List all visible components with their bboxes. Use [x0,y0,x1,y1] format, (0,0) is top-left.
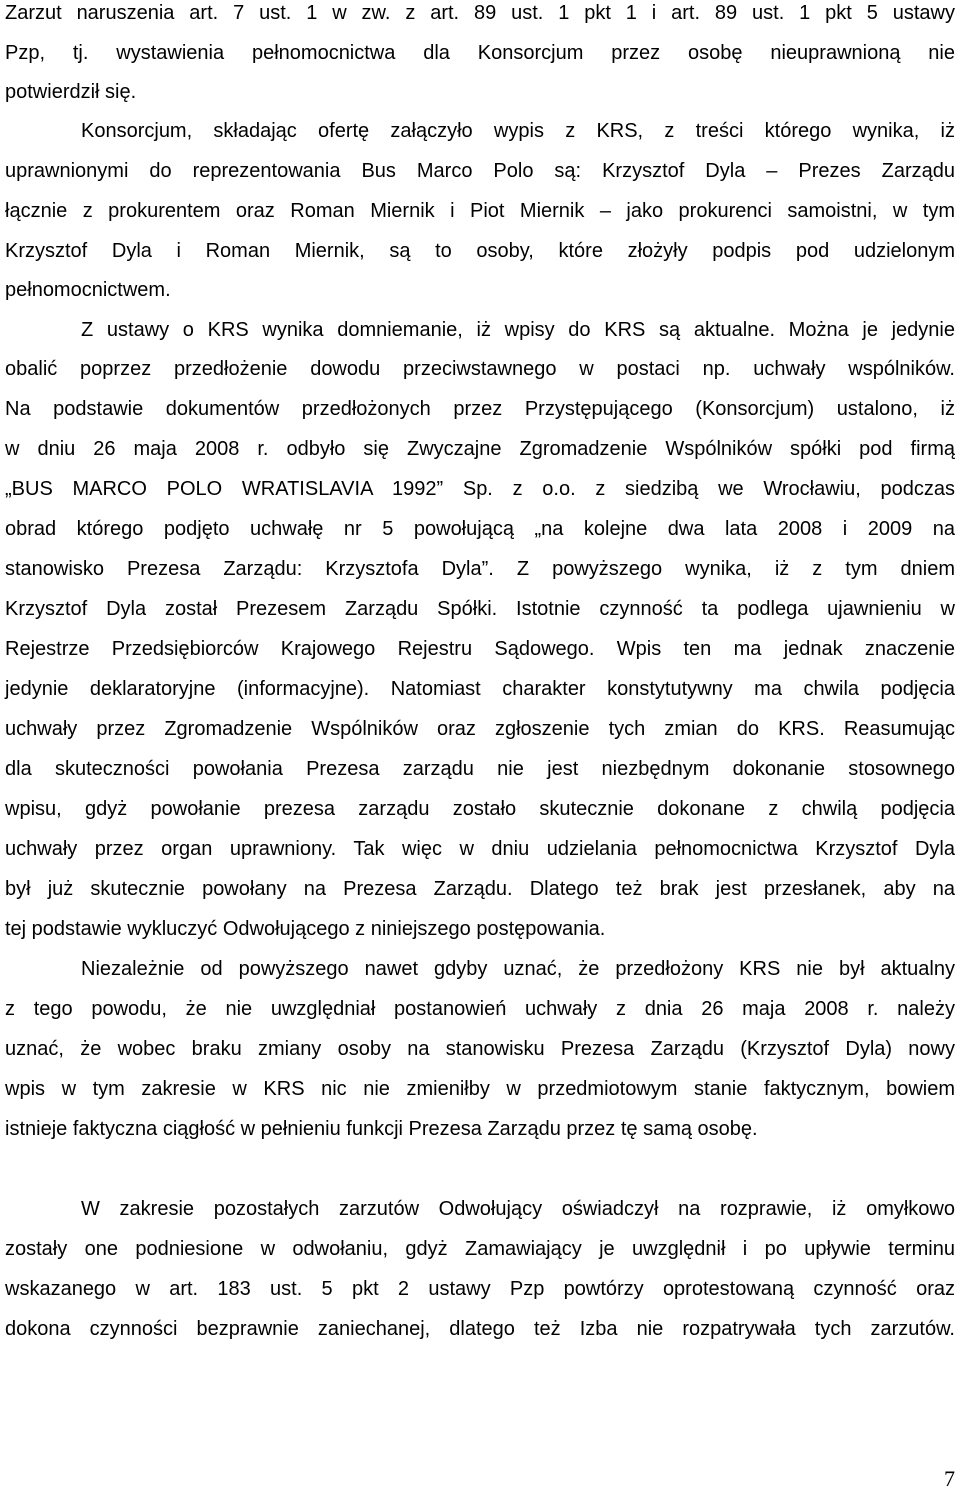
text-line-16: Krzysztof Dyla został Prezesem Zarządu Spółki. Istotnie czynność ta podlega ujawnieniu w [5,598,955,620]
text-line-5: uprawnionymi do reprezentowania Bus Marco Polo są: Krzysztof Dyla – Prezes Zarządu [5,160,955,182]
text-line-15: stanowisko Prezesa Zarządu: Krzysztofa Dyla”. Z powyższego wynika, iż z tym dniem [5,558,955,580]
text-line-28: wpis w tym zakresie w KRS nic nie zmieniłby w przedmiotowym stanie faktycznym, bowiem [5,1078,955,1100]
text-line-13: „BUS MARCO POLO WRATISLAVIA 1992” Sp. z o.o. z siedzibą we Wrocławiu, podczas [5,478,955,500]
text-line-18: jedynie deklaratoryjne (informacyjne). Natomiast charakter konstytutywny ma chwila podjęcia [5,678,955,700]
text-line-21: wpisu, gdyż powołanie prezesa zarządu zostało skutecznie dokonane z chwilą podjęcia [5,798,955,820]
text-line-20: dla skuteczności powołania Prezesa zarządu nie jest niezbędnym dokonanie stosownego [5,758,955,780]
text-line-6: łącznie z prokurentem oraz Roman Miernik i Piot Miernik – jako prokurenci samoistni, w tym [5,200,955,222]
text-line-25: Niezależnie od powyższego nawet gdyby uznać, że przedłożony KRS nie był aktualny [81,958,955,980]
text-line-14: obrad którego podjęto uchwałę nr 5 powołującą „na kolejne dwa lata 2008 i 2009 na [5,518,955,540]
text-line-29: istnieje faktyczna ciągłość w pełnieniu funkcji Prezesa Zarządu przez tę samą osobę. [5,1118,758,1140]
text-line-1: Zarzut naruszenia art. 7 ust. 1 w zw. z art. 89 ust. 1 pkt 1 i art. 89 ust. 1 pkt 5 ustawy [5,2,955,24]
text-line-12: w dniu 26 maja 2008 r. odbyło się Zwyczajne Zgromadzenie Wspólników spółki pod firmą [5,438,955,460]
text-line-19: uchwały przez Zgromadzenie Wspólników oraz zgłoszenie tych zmian do KRS. Reasumując [5,718,955,740]
text-line-9: Z ustawy o KRS wynika domniemanie, iż wpisy do KRS są aktualne. Można je jedynie [81,319,955,341]
text-line-27: uznać, że wobec braku zmiany osoby na stanowisku Prezesa Zarządu (Krzysztof Dyla) nowy [5,1038,955,1060]
text-line-3: potwierdził się. [5,81,137,103]
text-line-11: Na podstawie dokumentów przedłożonych przez Przystępującego (Konsorcjum) ustalono, iż [5,398,955,420]
text-line-2: Pzp, tj. wystawienia pełnomocnictwa dla Konsorcjum przez osobę nieuprawnioną nie [5,42,955,64]
text-line-8: pełnomocnictwem. [5,279,171,301]
text-line-31: zostały one podniesione w odwołaniu, gdyż Zamawiający je uwzględnił i po upływie terminu [5,1238,955,1260]
text-line-22: uchwały przez organ uprawniony. Tak więc w dniu udzielania pełnomocnictwa Krzysztof Dyla [5,838,955,860]
text-line-7: Krzysztof Dyla i Roman Miernik, są to osoby, które złożyły podpis pod udzielonym [5,240,955,262]
text-line-32: wskazanego w art. 183 ust. 5 pkt 2 ustawy Pzp powtórzy oprotestowaną czynność oraz [5,1278,955,1300]
text-line-30: W zakresie pozostałych zarzutów Odwołujący oświadczył na rozprawie, iż omyłkowo [81,1198,955,1220]
text-line-33: dokona czynności bezprawnie zaniechanej, dlatego też Izba nie rozpatrywała tych zarzutów. [5,1318,955,1340]
text-line-23: był już skutecznie powołany na Prezesa Zarządu. Dlatego też brak jest przesłanek, aby na [5,878,955,900]
text-line-10: obalić poprzez przedłożenie dowodu przeciwstawnego w postaci np. uchwały wspólników. [5,358,955,380]
page-number: 7 [944,1466,955,1491]
text-line-4: Konsorcjum, składając ofertę załączyło wypis z KRS, z treści którego wynika, iż [81,120,955,142]
text-line-24: tej podstawie wykluczyć Odwołującego z niniejszego postępowania. [5,918,606,940]
text-line-26: z tego powodu, że nie uwzględniał postanowień uchwały z dnia 26 maja 2008 r. należy [5,998,955,1020]
text-line-17: Rejestrze Przedsiębiorców Krajowego Rejestru Sądowego. Wpis ten ma jednak znaczenie [5,638,955,660]
